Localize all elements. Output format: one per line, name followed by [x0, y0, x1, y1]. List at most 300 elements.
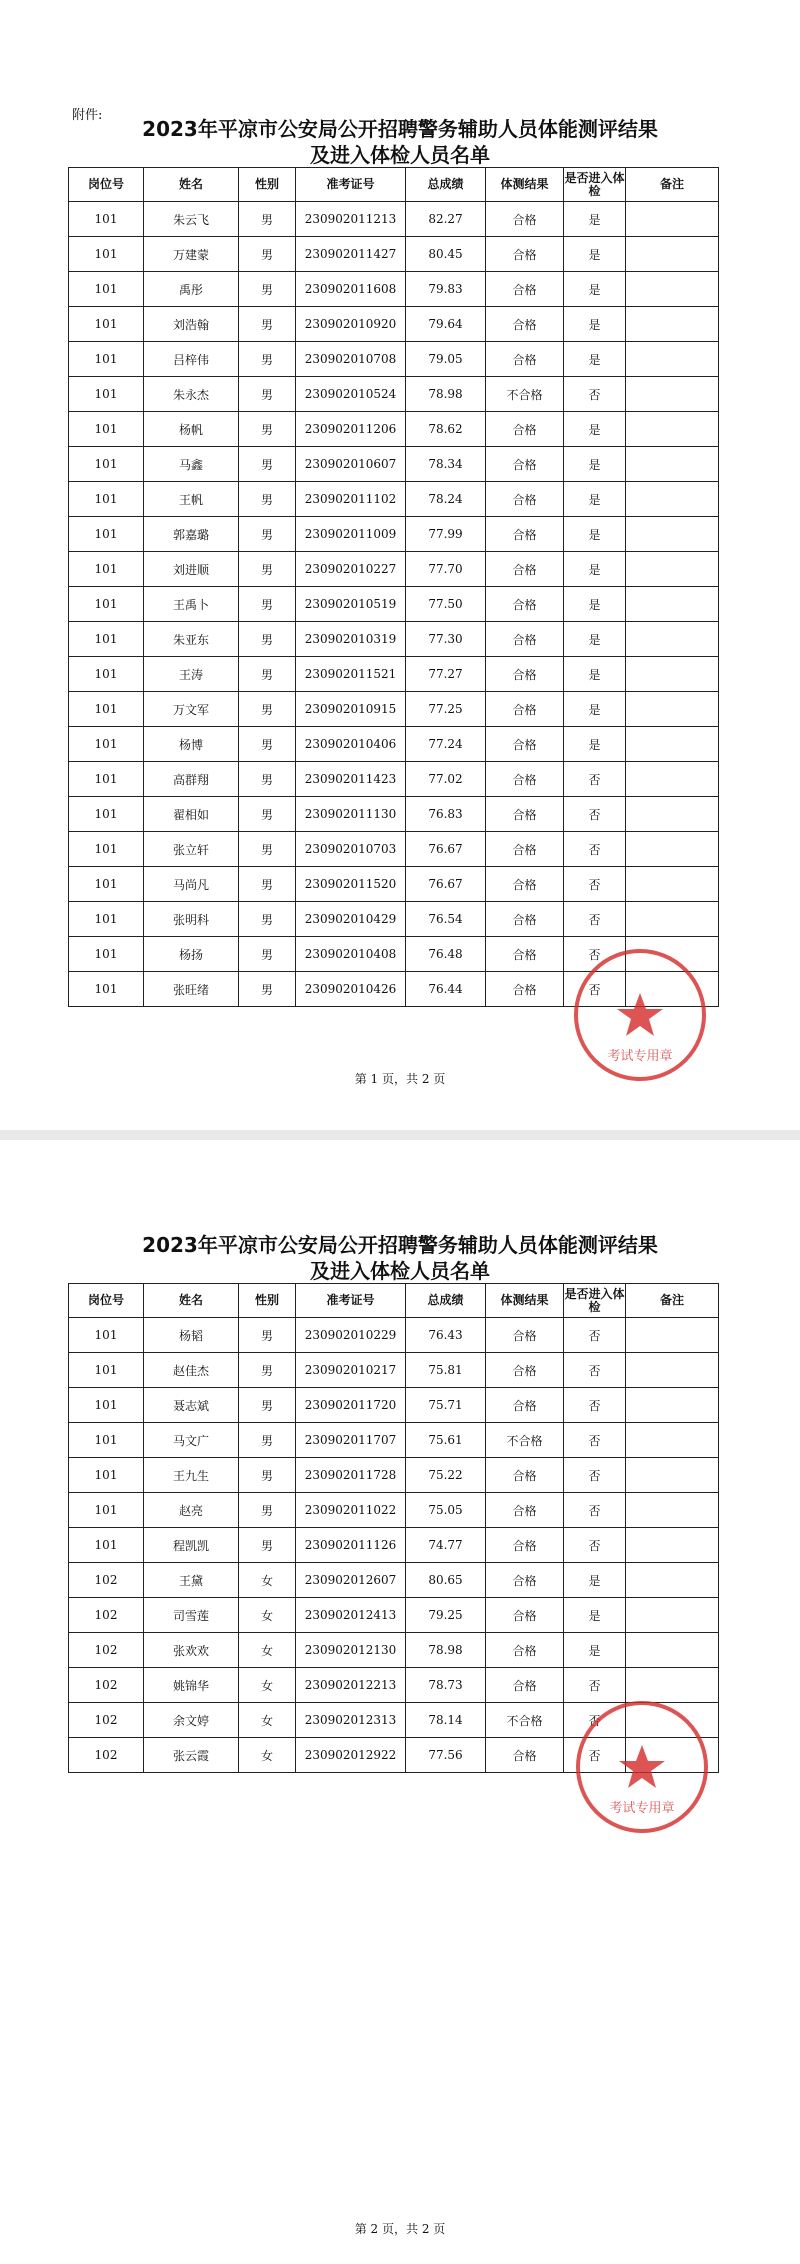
cell-name: 王涛: [144, 657, 239, 692]
cell-remarks: [626, 727, 719, 762]
cell-exam-entry: 是: [564, 202, 626, 237]
cell-post: 101: [69, 937, 144, 972]
page-number: 第 1 页，共 2 页: [354, 1072, 446, 1086]
cell-test-result: 合格: [486, 867, 564, 902]
header-gender: 性别: [239, 1284, 296, 1318]
cell-gender: 男: [239, 412, 296, 447]
cell-gender: 男: [239, 762, 296, 797]
cell-score: 79.64: [406, 307, 486, 342]
cell-exam-id: 230902010408: [296, 937, 406, 972]
cell-gender: 男: [239, 937, 296, 972]
cell-gender: 男: [239, 202, 296, 237]
cell-exam-entry: 是: [564, 412, 626, 447]
cell-gender: 男: [239, 692, 296, 727]
cell-score: 78.34: [406, 447, 486, 482]
header-exam-entry: 是否进入体检: [564, 168, 626, 202]
title-line-1: 2023年平凉市公安局公开招聘警务辅助人员体能测评结果: [142, 117, 658, 141]
cell-exam-id: 230902010519: [296, 587, 406, 622]
header-post: 岗位号: [69, 1284, 144, 1318]
cell-name: 余文婷: [144, 1703, 239, 1738]
cell-exam-id: 230902011707: [296, 1423, 406, 1458]
cell-score: 75.05: [406, 1493, 486, 1528]
cell-remarks: [626, 307, 719, 342]
cell-name: 张立轩: [144, 832, 239, 867]
cell-score: 77.24: [406, 727, 486, 762]
cell-test-result: 不合格: [486, 1423, 564, 1458]
cell-post: 101: [69, 762, 144, 797]
cell-exam-id: 230902011520: [296, 867, 406, 902]
cell-post: 101: [69, 412, 144, 447]
cell-score: 77.25: [406, 692, 486, 727]
cell-gender: 男: [239, 657, 296, 692]
cell-name: 翟相如: [144, 797, 239, 832]
cell-score: 78.73: [406, 1668, 486, 1703]
table-row: [69, 1458, 719, 1493]
cell-score: 76.54: [406, 902, 486, 937]
cell-remarks: [626, 1458, 719, 1493]
cell-test-result: 合格: [486, 1563, 564, 1598]
cell-gender: 男: [239, 1423, 296, 1458]
table-row: [69, 1598, 719, 1633]
cell-exam-id: 230902011608: [296, 272, 406, 307]
cell-gender: 男: [239, 622, 296, 657]
header-test-result: 体测结果: [486, 1284, 564, 1318]
cell-test-result: 合格: [486, 272, 564, 307]
cell-exam-entry: 否: [564, 1423, 626, 1458]
cell-post: 101: [69, 867, 144, 902]
cell-gender: 女: [239, 1738, 296, 1773]
cell-exam-entry: 否: [564, 1458, 626, 1493]
cell-exam-entry: 否: [564, 1493, 626, 1528]
cell-remarks: [626, 412, 719, 447]
cell-name: 赵佳杰: [144, 1353, 239, 1388]
cell-post: 102: [69, 1738, 144, 1773]
cell-post: 101: [69, 237, 144, 272]
cell-post: 102: [69, 1563, 144, 1598]
cell-post: 101: [69, 272, 144, 307]
cell-name: 禹彤: [144, 272, 239, 307]
cell-test-result: 不合格: [486, 1703, 564, 1738]
cell-name: 王帆: [144, 482, 239, 517]
cell-score: 79.05: [406, 342, 486, 377]
cell-post: 101: [69, 657, 144, 692]
cell-test-result: 合格: [486, 727, 564, 762]
cell-test-result: 合格: [486, 902, 564, 937]
cell-gender: 男: [239, 447, 296, 482]
cell-post: 101: [69, 727, 144, 762]
cell-test-result: 合格: [486, 1353, 564, 1388]
cell-exam-entry: 否: [564, 1388, 626, 1423]
cell-name: 张旺绪: [144, 972, 239, 1007]
cell-name: 张欢欢: [144, 1633, 239, 1668]
cell-test-result: 合格: [486, 692, 564, 727]
cell-exam-entry: 是: [564, 692, 626, 727]
header-name: 姓名: [144, 168, 239, 202]
cell-exam-entry: 是: [564, 622, 626, 657]
cell-name: 朱云飞: [144, 202, 239, 237]
cell-exam-id: 230902011126: [296, 1528, 406, 1563]
document-page-2: [0, 1140, 800, 2264]
table-row: [69, 482, 719, 517]
cell-test-result: 合格: [486, 1388, 564, 1423]
table-row: [69, 552, 719, 587]
cell-exam-id: 230902011009: [296, 517, 406, 552]
header-gender: 性别: [239, 168, 296, 202]
cell-test-result: 合格: [486, 342, 564, 377]
cell-exam-id: 230902010429: [296, 902, 406, 937]
cell-gender: 男: [239, 1458, 296, 1493]
cell-name: 赵亮: [144, 1493, 239, 1528]
table-row: [69, 272, 719, 307]
cell-name: 高群翔: [144, 762, 239, 797]
cell-post: 101: [69, 972, 144, 1007]
cell-test-result: 合格: [486, 1493, 564, 1528]
cell-name: 刘浩翰: [144, 307, 239, 342]
cell-exam-id: 230902010607: [296, 447, 406, 482]
cell-test-result: 合格: [486, 1633, 564, 1668]
cell-score: 82.27: [406, 202, 486, 237]
cell-post: 101: [69, 902, 144, 937]
cell-post: 101: [69, 587, 144, 622]
table-header-row: [69, 168, 719, 202]
cell-remarks: [626, 272, 719, 307]
cell-gender: 男: [239, 517, 296, 552]
cell-gender: 女: [239, 1703, 296, 1738]
svg-text:考试专用章: 考试专用章: [607, 1049, 673, 1064]
table-row: [69, 1528, 719, 1563]
table-row: [69, 517, 719, 552]
cell-name: 万文军: [144, 692, 239, 727]
cell-gender: 男: [239, 552, 296, 587]
cell-exam-entry: 否: [564, 1353, 626, 1388]
cell-post: 101: [69, 517, 144, 552]
cell-gender: 男: [239, 972, 296, 1007]
table-body-page-1: [69, 202, 719, 1007]
cell-test-result: 合格: [486, 832, 564, 867]
cell-test-result: 合格: [486, 762, 564, 797]
cell-score: 76.43: [406, 1318, 486, 1353]
cell-remarks: [626, 1353, 719, 1388]
title-line-2: 及进入体检人员名单: [310, 143, 490, 167]
cell-score: 76.83: [406, 797, 486, 832]
cell-name: 程凯凯: [144, 1528, 239, 1563]
cell-test-result: 合格: [486, 1458, 564, 1493]
cell-name: 马鑫: [144, 447, 239, 482]
table-row: [69, 902, 719, 937]
table-row: [69, 587, 719, 622]
header-remarks: 备注: [626, 1284, 719, 1318]
cell-post: 101: [69, 482, 144, 517]
cell-remarks: [626, 832, 719, 867]
cell-exam-entry: 是: [564, 307, 626, 342]
cell-score: 76.67: [406, 832, 486, 867]
cell-test-result: 合格: [486, 797, 564, 832]
page-title: [0, 116, 800, 168]
cell-gender: 男: [239, 867, 296, 902]
cell-exam-entry: 否: [564, 972, 626, 1007]
cell-exam-id: 230902011720: [296, 1388, 406, 1423]
cell-name: 张明科: [144, 902, 239, 937]
cell-test-result: 合格: [486, 412, 564, 447]
page-number: 第 2 页，共 2 页: [354, 2222, 446, 2236]
cell-exam-id: 230902012130: [296, 1633, 406, 1668]
cell-remarks: [626, 797, 719, 832]
cell-exam-id: 230902010229: [296, 1318, 406, 1353]
table-row: [69, 412, 719, 447]
cell-exam-entry: 是: [564, 552, 626, 587]
cell-exam-entry: 否: [564, 1528, 626, 1563]
cell-exam-entry: 否: [564, 867, 626, 902]
cell-exam-id: 230902012313: [296, 1703, 406, 1738]
cell-post: 101: [69, 1353, 144, 1388]
cell-exam-entry: 否: [564, 1668, 626, 1703]
table-row: [69, 1318, 719, 1353]
cell-remarks: [626, 1598, 719, 1633]
cell-remarks: [626, 517, 719, 552]
header-exam-id: 准考证号: [296, 1284, 406, 1318]
cell-score: 80.45: [406, 237, 486, 272]
table-row: [69, 307, 719, 342]
cell-remarks: [626, 1633, 719, 1668]
cell-remarks: [626, 1493, 719, 1528]
cell-name: 杨博: [144, 727, 239, 762]
cell-remarks: [626, 1528, 719, 1563]
cell-remarks: [626, 1388, 719, 1423]
table-row: [69, 867, 719, 902]
title-line-1: 2023年平凉市公安局公开招聘警务辅助人员体能测评结果: [142, 1233, 658, 1257]
table-row: [69, 447, 719, 482]
cell-exam-id: 230902012607: [296, 1563, 406, 1598]
cell-score: 75.81: [406, 1353, 486, 1388]
table-header-row: [69, 1284, 719, 1318]
cell-post: 101: [69, 307, 144, 342]
cell-exam-entry: 否: [564, 832, 626, 867]
header-score: 总成绩: [406, 1284, 486, 1318]
cell-exam-entry: 是: [564, 447, 626, 482]
cell-remarks: [626, 202, 719, 237]
cell-exam-id: 230902011427: [296, 237, 406, 272]
cell-name: 司雪莲: [144, 1598, 239, 1633]
table-row: [69, 1633, 719, 1668]
cell-test-result: 合格: [486, 552, 564, 587]
results-table-page-1: [68, 167, 719, 1007]
cell-gender: 男: [239, 1318, 296, 1353]
cell-test-result: 合格: [486, 972, 564, 1007]
cell-gender: 男: [239, 587, 296, 622]
cell-name: 朱永杰: [144, 377, 239, 412]
cell-score: 76.44: [406, 972, 486, 1007]
table-row: [69, 1493, 719, 1528]
cell-remarks: [626, 587, 719, 622]
cell-remarks: [626, 867, 719, 902]
cell-test-result: 合格: [486, 1318, 564, 1353]
header-exam-id: 准考证号: [296, 168, 406, 202]
table-row: [69, 237, 719, 272]
cell-exam-entry: 否: [564, 902, 626, 937]
cell-score: 77.70: [406, 552, 486, 587]
cell-name: 万建蒙: [144, 237, 239, 272]
cell-test-result: 不合格: [486, 377, 564, 412]
cell-gender: 男: [239, 1353, 296, 1388]
cell-name: 杨韬: [144, 1318, 239, 1353]
official-seal-stamp: [572, 1697, 712, 1837]
attachment-label: 附件:: [72, 108, 103, 123]
cell-gender: 男: [239, 272, 296, 307]
cell-remarks: [626, 1563, 719, 1598]
cell-post: 101: [69, 622, 144, 657]
cell-remarks: [626, 447, 719, 482]
cell-post: 102: [69, 1633, 144, 1668]
cell-post: 101: [69, 1423, 144, 1458]
cell-gender: 男: [239, 342, 296, 377]
cell-score: 79.83: [406, 272, 486, 307]
title-line-2: 及进入体检人员名单: [310, 1259, 490, 1283]
cell-exam-id: 230902010920: [296, 307, 406, 342]
cell-remarks: [626, 377, 719, 412]
cell-exam-entry: 是: [564, 657, 626, 692]
table-row: [69, 797, 719, 832]
cell-name: 刘进顺: [144, 552, 239, 587]
cell-exam-entry: 是: [564, 517, 626, 552]
cell-post: 102: [69, 1598, 144, 1633]
cell-score: 75.71: [406, 1388, 486, 1423]
cell-gender: 女: [239, 1598, 296, 1633]
cell-exam-entry: 是: [564, 587, 626, 622]
header-name: 姓名: [144, 1284, 239, 1318]
cell-score: 78.98: [406, 1633, 486, 1668]
cell-score: 77.50: [406, 587, 486, 622]
cell-exam-id: 230902011102: [296, 482, 406, 517]
cell-name: 马文广: [144, 1423, 239, 1458]
cell-score: 76.48: [406, 937, 486, 972]
cell-exam-entry: 是: [564, 727, 626, 762]
cell-name: 吕梓伟: [144, 342, 239, 377]
cell-test-result: 合格: [486, 622, 564, 657]
header-post: 岗位号: [69, 168, 144, 202]
cell-score: 74.77: [406, 1528, 486, 1563]
cell-gender: 男: [239, 832, 296, 867]
cell-post: 101: [69, 1388, 144, 1423]
cell-name: 马尚凡: [144, 867, 239, 902]
cell-exam-id: 230902012922: [296, 1738, 406, 1773]
cell-score: 77.99: [406, 517, 486, 552]
cell-name: 姚锦华: [144, 1668, 239, 1703]
cell-gender: 男: [239, 797, 296, 832]
page-title: [0, 1232, 800, 1284]
table-row: [69, 727, 719, 762]
cell-score: 75.61: [406, 1423, 486, 1458]
cell-exam-entry: 否: [564, 377, 626, 412]
cell-exam-entry: 否: [564, 937, 626, 972]
cell-exam-id: 230902010426: [296, 972, 406, 1007]
cell-score: 77.56: [406, 1738, 486, 1773]
cell-score: 77.30: [406, 622, 486, 657]
table-row: [69, 202, 719, 237]
cell-exam-id: 230902012413: [296, 1598, 406, 1633]
cell-test-result: 合格: [486, 517, 564, 552]
cell-exam-id: 230902011213: [296, 202, 406, 237]
cell-exam-entry: 否: [564, 1318, 626, 1353]
cell-remarks: [626, 237, 719, 272]
cell-post: 101: [69, 447, 144, 482]
document-page-1: [0, 0, 800, 1130]
table-row: [69, 1353, 719, 1388]
cell-name: 郭嘉璐: [144, 517, 239, 552]
cell-test-result: 合格: [486, 657, 564, 692]
cell-test-result: 合格: [486, 587, 564, 622]
cell-name: 王九生: [144, 1458, 239, 1493]
table-row: [69, 342, 719, 377]
cell-name: 张云霞: [144, 1738, 239, 1773]
cell-score: 78.24: [406, 482, 486, 517]
cell-remarks: [626, 622, 719, 657]
cell-test-result: 合格: [486, 1598, 564, 1633]
cell-exam-id: 230902010524: [296, 377, 406, 412]
cell-name: 朱亚东: [144, 622, 239, 657]
cell-exam-entry: 是: [564, 272, 626, 307]
cell-name: 王黛: [144, 1563, 239, 1598]
header-remarks: 备注: [626, 168, 719, 202]
cell-post: 102: [69, 1703, 144, 1738]
cell-score: 77.02: [406, 762, 486, 797]
cell-post: 101: [69, 377, 144, 412]
cell-exam-id: 230902011521: [296, 657, 406, 692]
cell-remarks: [626, 1423, 719, 1458]
cell-gender: 男: [239, 482, 296, 517]
cell-post: 101: [69, 692, 144, 727]
cell-post: 101: [69, 552, 144, 587]
cell-exam-entry: 否: [564, 1703, 626, 1738]
cell-test-result: 合格: [486, 1668, 564, 1703]
cell-gender: 男: [239, 727, 296, 762]
cell-exam-id: 230902012213: [296, 1668, 406, 1703]
cell-exam-entry: 否: [564, 762, 626, 797]
cell-post: 101: [69, 797, 144, 832]
cell-exam-id: 230902010915: [296, 692, 406, 727]
cell-gender: 男: [239, 307, 296, 342]
cell-exam-entry: 是: [564, 1598, 626, 1633]
cell-post: 101: [69, 342, 144, 377]
table-row: [69, 657, 719, 692]
table-row: [69, 377, 719, 412]
header-exam-entry: 是否进入体检: [564, 1284, 626, 1318]
table-row: [69, 832, 719, 867]
cell-remarks: [626, 657, 719, 692]
table-row: [69, 1563, 719, 1598]
cell-remarks: [626, 692, 719, 727]
cell-post: 101: [69, 832, 144, 867]
cell-test-result: 合格: [486, 202, 564, 237]
cell-exam-entry: 否: [564, 1738, 626, 1773]
cell-score: 76.67: [406, 867, 486, 902]
cell-post: 101: [69, 1318, 144, 1353]
cell-post: 101: [69, 1528, 144, 1563]
cell-test-result: 合格: [486, 237, 564, 272]
cell-exam-id: 230902011728: [296, 1458, 406, 1493]
cell-exam-entry: 是: [564, 342, 626, 377]
cell-exam-id: 230902010708: [296, 342, 406, 377]
cell-test-result: 合格: [486, 307, 564, 342]
cell-score: 80.65: [406, 1563, 486, 1598]
table-row: [69, 622, 719, 657]
cell-exam-id: 230902011423: [296, 762, 406, 797]
cell-name: 聂志斌: [144, 1388, 239, 1423]
cell-gender: 男: [239, 1388, 296, 1423]
header-test-result: 体测结果: [486, 168, 564, 202]
cell-exam-entry: 是: [564, 1563, 626, 1598]
cell-post: 101: [69, 1493, 144, 1528]
cell-remarks: [626, 552, 719, 587]
